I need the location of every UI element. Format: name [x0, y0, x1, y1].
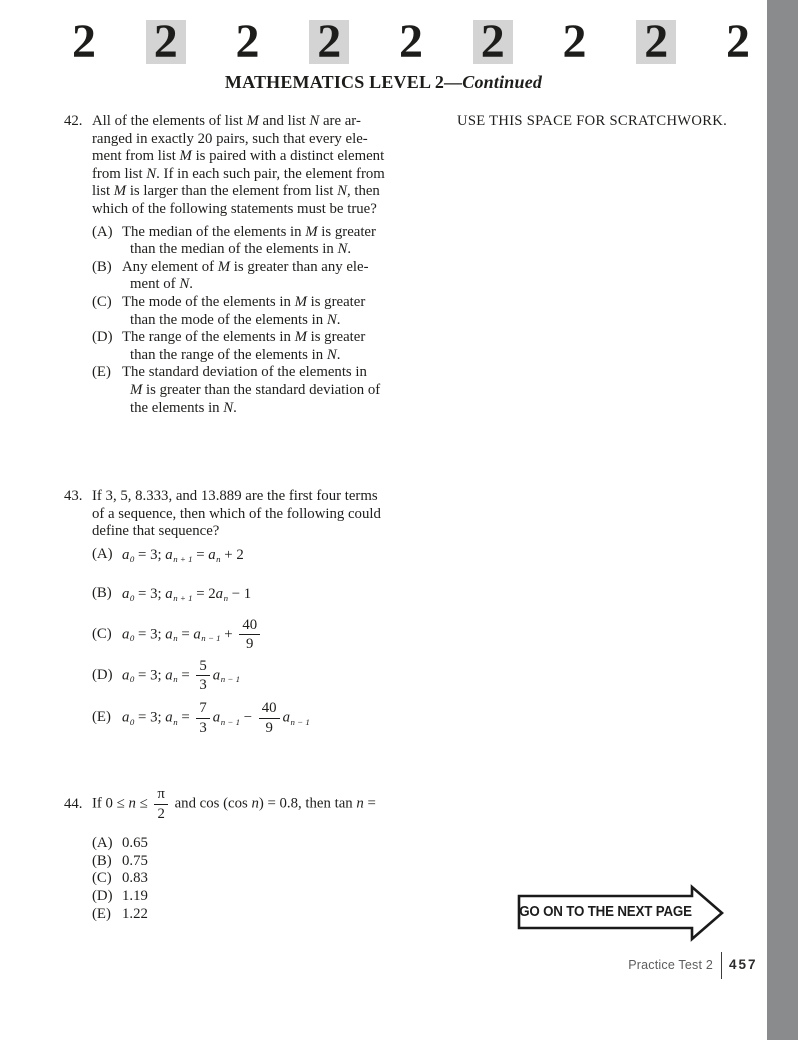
- answer-choice-b: [92, 853, 376, 871]
- choice-text: 1.19: [122, 887, 148, 904]
- choice-label: (B): [92, 584, 112, 601]
- section-number-digit-boxed: 2: [309, 20, 349, 64]
- choice-label: (D): [92, 667, 113, 684]
- choice-text: 0.83: [122, 870, 148, 887]
- page-number: 457: [729, 957, 758, 972]
- question-stem: If 3, 5, 8.333, and 13.889 are the first four terms of a sequence, then which of the following could define that sequence?: [92, 488, 381, 540]
- go-on-arrow: [516, 884, 730, 944]
- choice-label: (C): [92, 870, 112, 887]
- choice-text: The mode of the elements in M is greater than the mode of the elements in N.: [122, 293, 366, 328]
- answer-choice-a: [92, 545, 381, 565]
- go-on-label: GO ON TO THE NEXT PAGE: [519, 904, 692, 920]
- choice-label: (C): [92, 626, 112, 643]
- choice-text: The standard deviation of the elements in M is greater than the standard deviation of the elements in N.: [122, 364, 381, 416]
- choice-formula: $a_0 = 3$; $a_n = a_{n - 1}$ + $\frac{40}{9}$: [122, 617, 263, 653]
- section-number-digit: 2: [562, 15, 587, 68]
- answer-choice-d: [92, 888, 376, 906]
- question-number: 44.: [64, 796, 83, 812]
- answer-choice-c: [92, 617, 381, 653]
- choice-label: (D): [92, 329, 113, 346]
- answer-choice-d: [92, 329, 385, 364]
- choice-formula: $a_0 = 3$; $a_n$ = $\frac{7}{3}$ $a_{n - 1}$ − $\frac{40}{9}$ $a_{n - 1}$: [122, 700, 310, 736]
- answer-choices: [92, 835, 376, 923]
- answer-choice-c: [92, 870, 376, 888]
- choice-text: Any element of M is greater than any ele- ment of N.: [122, 258, 369, 293]
- choice-label: (E): [92, 709, 111, 726]
- answer-choices: [92, 545, 381, 736]
- choice-formula: $a_0 = 3$; $a_{n + 1} = a_n + 2$: [122, 546, 244, 564]
- answer-choice-a: [92, 224, 385, 259]
- choice-label: (A): [92, 545, 113, 562]
- page-edge-bar: [767, 0, 798, 1040]
- section-number-digit: 2: [72, 15, 96, 68]
- choice-text: 0.65: [122, 835, 148, 852]
- page-title-continued: Continued: [462, 72, 543, 92]
- question-44: [64, 786, 484, 923]
- choice-text: 1.22: [122, 905, 148, 922]
- question-43: [64, 488, 474, 736]
- choice-label: (E): [92, 905, 111, 922]
- section-number-digit: 2: [726, 15, 750, 68]
- answer-choices: [92, 224, 385, 418]
- answer-choice-a: [92, 835, 376, 853]
- section-number-strip: [64, 15, 758, 68]
- choice-formula: $a_0 = 3$; $a_n$ = $\frac{5}{3}$ $a_{n - 1}$: [122, 657, 241, 694]
- answer-choice-e: [92, 700, 381, 736]
- question-number: 42.: [64, 113, 83, 129]
- answer-choice-e: [92, 906, 376, 924]
- scratchwork-note: USE THIS SPACE FOR SCRATCHWORK.: [457, 113, 728, 129]
- question-number: 43.: [64, 488, 83, 504]
- answer-choice-b: [92, 259, 385, 294]
- choice-text: 0.75: [122, 852, 148, 869]
- section-number-digit-boxed: 2: [636, 20, 676, 64]
- question-42: [64, 113, 474, 417]
- answer-choice-d: [92, 658, 381, 694]
- answer-choice-b: [92, 584, 381, 604]
- question-stem: All of the elements of list M and list N are ar- ranged in exactly 20 pairs, such that every ele- ment from list M is paired with a distinct element from list N. If in each such pair, the element from list M is larger than the element from list N, then which of the following statements must be true?: [92, 113, 385, 217]
- choice-label: (A): [92, 223, 113, 240]
- answer-choice-c: [92, 294, 385, 329]
- practice-test-label: Practice Test 2: [628, 958, 713, 972]
- choice-text: The median of the elements in M is greater than the median of the elements in N.: [122, 223, 376, 258]
- choice-label: (C): [92, 293, 112, 310]
- choice-label: (A): [92, 835, 113, 852]
- section-number-digit: 2: [399, 15, 423, 68]
- page-title: [0, 72, 767, 93]
- choice-formula: $a_0 = 3$; $a_{n + 1} = 2a_n - 1$: [122, 585, 252, 603]
- choice-label: (B): [92, 258, 112, 275]
- choice-label: (B): [92, 852, 112, 869]
- section-number-digit-boxed: 2: [146, 20, 186, 64]
- choice-label: (D): [92, 887, 113, 904]
- page-title-main: MATHEMATICS LEVEL 2—: [224, 72, 463, 92]
- choice-text: The range of the elements in M is greater than the range of the elements in N.: [122, 329, 366, 363]
- section-number-digit: 2: [235, 15, 260, 68]
- question-stem: If 0 ≤ n ≤ $\frac{\pi}{2}$ and cos (cos n) = 0.8, then tan n =: [92, 786, 376, 822]
- footer-divider: [721, 952, 722, 979]
- section-number-digit-boxed: 2: [473, 20, 513, 64]
- answer-choice-e: [92, 364, 385, 417]
- choice-label: (E): [92, 364, 111, 381]
